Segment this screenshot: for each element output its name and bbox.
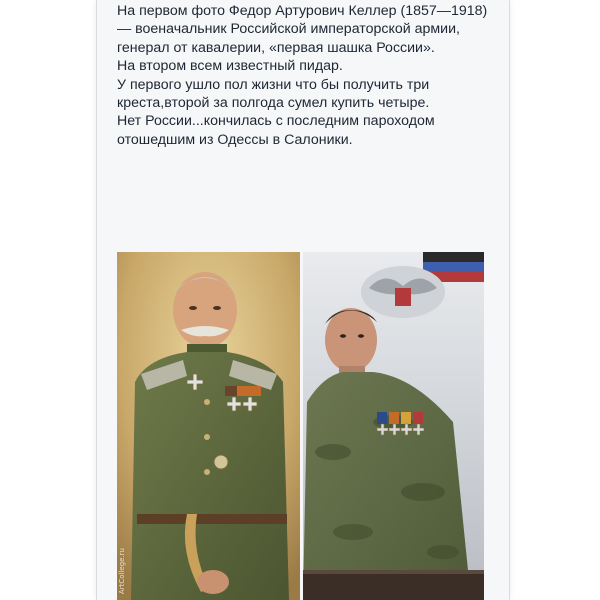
painting-image <box>117 252 300 600</box>
post-paragraph: У первого ушло пол жизни что бы получить три креста,второй за полгода сумел купить четыре. <box>117 76 430 112</box>
photo-attachments <box>117 252 484 600</box>
photo-keller-painting[interactable] <box>117 252 300 600</box>
post-paragraph: На первом фото Федор Артурович Келлер (1857—1918) — военачальник Российской императорской армии, генерал от кавалерии, «первая шашка России». <box>117 3 488 56</box>
post-text <box>117 2 497 149</box>
watermark: ArtCollege.ru <box>118 547 126 594</box>
post-paragraph: Нет России...кончилась с последним пароходом отошедшим из Одессы в Салоники. <box>117 113 435 148</box>
photo-modern-figure[interactable] <box>303 252 484 600</box>
post-paragraph: На втором всем известный пидар. <box>117 58 343 75</box>
eagle-emblem-icon <box>361 266 445 318</box>
photo-image <box>303 252 484 600</box>
